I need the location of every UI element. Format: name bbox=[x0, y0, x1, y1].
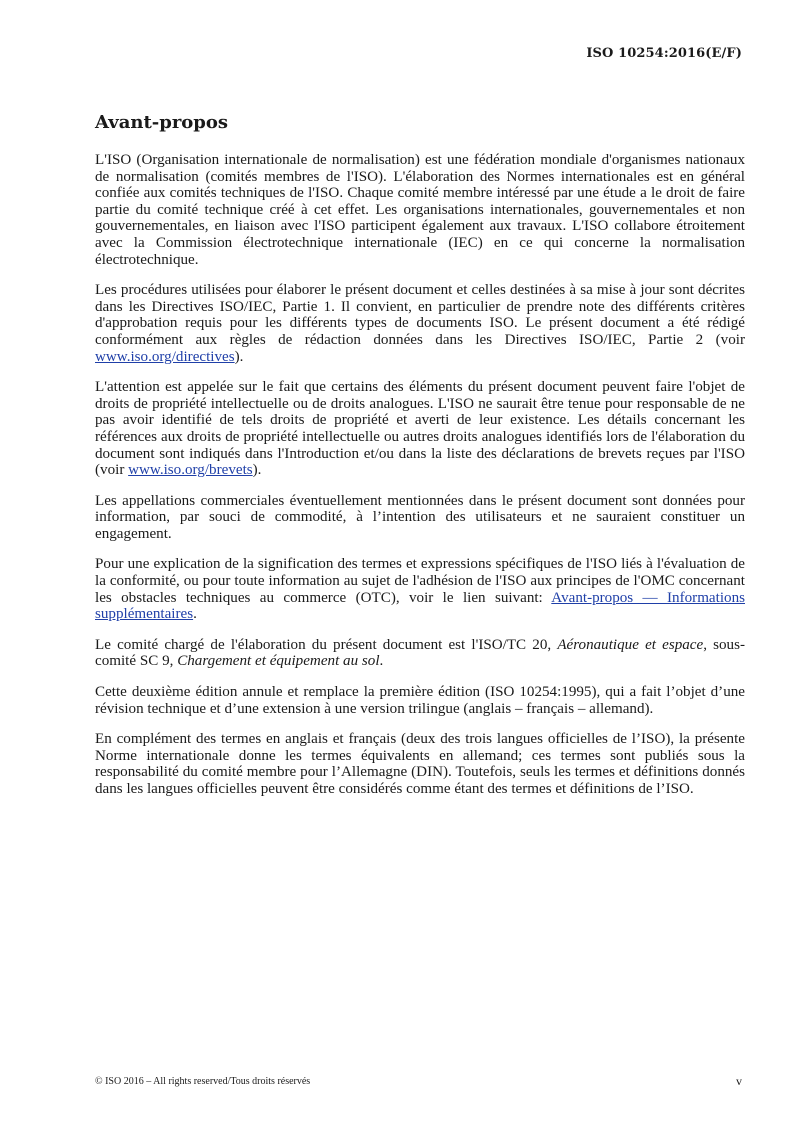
paragraph-iso-organisation: L'ISO (Organisation internationale de normalisation) est une fédération mondiale d'organismes nationaux de normalisation (comités membres de l'ISO). L'élaboration des Normes internationales est en général confiée aux comités techniques de l'ISO. Chaque comité membre intéressé par une étude a le droit de faire partie du comité technique créé à cet effet. Les organisations internationales, gouvernementales et non gouvernementales, en liaison avec l'ISO participent également aux travaux. L'ISO collabore étroitement avec la Commission électrotechnique internationale (IEC) en ce qui concerne la normalisation électrotechnique. bbox=[95, 152, 745, 268]
paragraph-procedures-end: ). bbox=[234, 348, 244, 365]
directives-link[interactable]: www.iso.org/directives bbox=[95, 348, 235, 365]
paragraph-patents bbox=[95, 379, 745, 479]
committee-name: Aéronautique et espace bbox=[557, 636, 704, 653]
patents-link[interactable]: www.iso.org/brevets bbox=[128, 462, 253, 479]
foreword-body bbox=[95, 152, 745, 812]
paragraph-languages: En complément des termes en anglais et français (deux des trois langues officielles de l’ISO), la présente Norme internationale donne les termes équivalents en allemand; ces termes sont publiés sous la responsabilité du comité membre pour l’Allemagne (DIN). Toutefois, seuls les termes et définitions donnés dans les langues officielles peuvent être considérés comme étant des termes et définitions de l’ISO. bbox=[95, 731, 745, 797]
paragraph-procedures bbox=[95, 282, 745, 365]
paragraph-edition: Cette deuxième édition annule et remplace la première édition (ISO 10254:1995), qui a fait l’objet d’une révision technique et d’une extension à une version trilingue (anglais – français – allemand). bbox=[95, 684, 745, 717]
committee-text-end: . bbox=[379, 653, 384, 670]
paragraph-patents-end: ). bbox=[252, 462, 262, 479]
committee-text-b: , sous-comité SC 9, bbox=[95, 636, 746, 670]
paragraph-trade-names: Les appellations commerciales éventuellement mentionnées dans le présent document sont données pour information, par souci de commodité, à l’intention des utilisateurs et ne sauraient constituer un engagement. bbox=[95, 492, 745, 542]
document-reference: ISO 10254:2016(E/F) bbox=[586, 46, 742, 61]
paragraph-procedures-text: Les procédures utilisées pour élaborer le présent document et celles destinées à sa mise à jour sont décrites dans les Directives ISO/IEC, Partie 1. Il convient, en particulier de prendre note des différents critères d'approbation requis pour les différents types de documents ISO. Le présent document a été rédigé conformément aux règles de rédaction données dans les Directives ISO/IEC, Partie 2 (voir bbox=[95, 282, 745, 348]
paragraph-conformity-end: . bbox=[193, 606, 197, 623]
committee-text-a: Le comité chargé de l'élaboration du présent document est l'ISO/TC 20, bbox=[95, 636, 558, 653]
supplementary-info-link[interactable]: Avant-propos — Informations supplémentaires bbox=[95, 589, 745, 623]
page-number: v bbox=[736, 1074, 742, 1088]
paragraph-conformity-text: Pour une explication de la signification des termes et expressions spécifiques de l'ISO liés à l'évaluation de la conformité, ou pour toute information au sujet de l'adhésion de l'ISO aux principes de l'OMC concernant les obstacles techniques au commerce (OTC), voir le lien suivant: bbox=[95, 556, 745, 606]
footer-copyright: © ISO 2016 – All rights reserved/Tous droits réservés bbox=[95, 1076, 311, 1087]
subcommittee-name: Chargement et équipement au sol bbox=[177, 653, 380, 670]
page-title: Avant-propos bbox=[95, 112, 229, 133]
paragraph-committee bbox=[95, 637, 745, 670]
paragraph-conformity bbox=[95, 556, 745, 622]
paragraph-patents-text: L'attention est appelée sur le fait que certains des éléments du présent document peuvent faire l'objet de droits de propriété intellectuelle ou de droits analogues. L'ISO ne saurait être tenue pour responsable de ne pas avoir identifié de tels droits de propriété et averti de leur existence. Les détails concernant les références aux droits de propriété intellectuelle ou autres droits analogues identifiés lors de l'élaboration du document sont indiqués dans l'Introduction et/ou dans la liste des déclarations de brevets reçues par l'ISO (voir bbox=[95, 379, 745, 479]
